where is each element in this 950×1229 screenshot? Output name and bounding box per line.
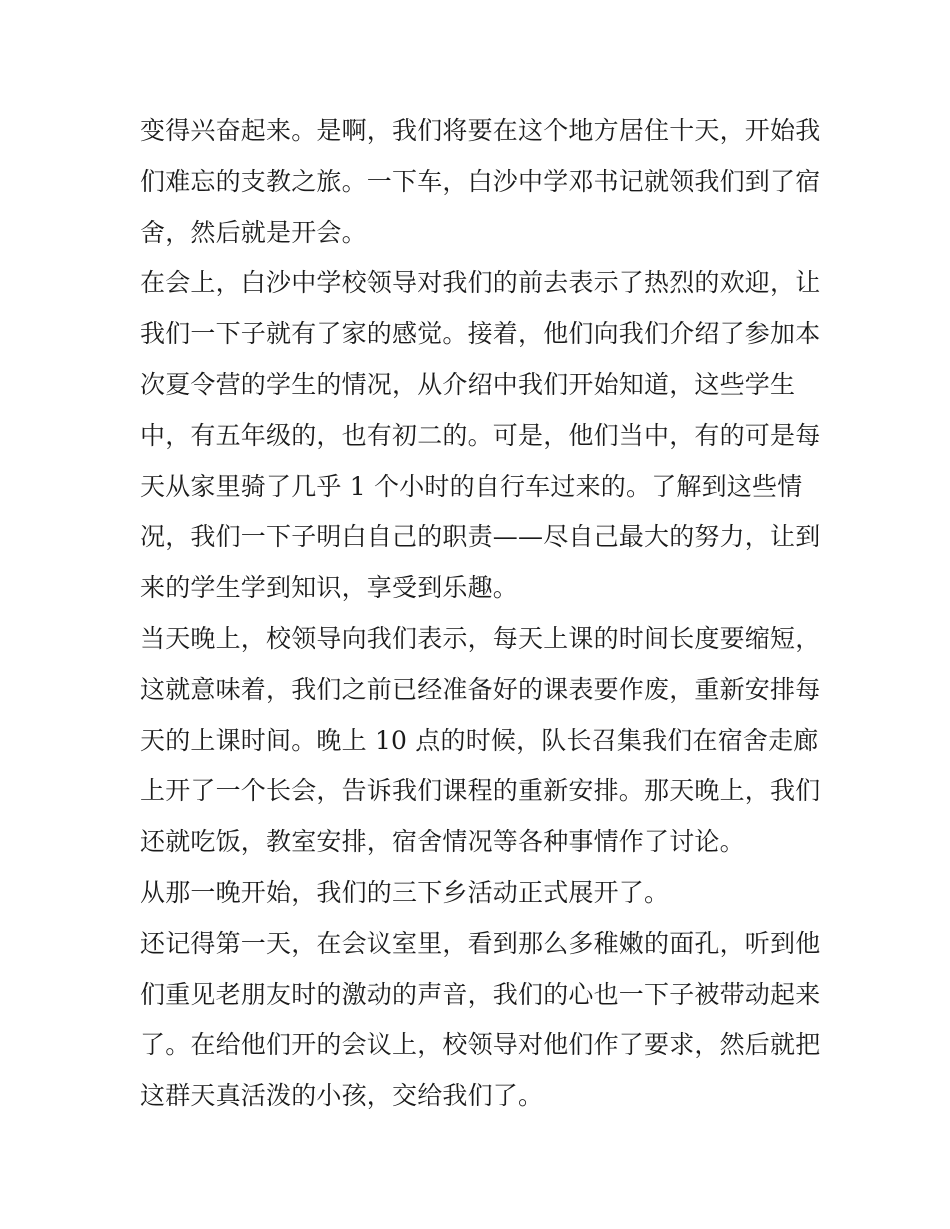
paragraph-start [140,868,820,919]
text-line: 当天晚上，校领导向我们表示，每天上课的时间长度要缩短， [140,623,821,653]
text-line: 还就吃饭，教室安排，宿舍情况等各种事情作了讨论。 [140,827,745,857]
text-line: 在会上，白沙中学校领导对我们的前去表示了热烈的欢迎，让 [140,268,821,298]
text-line: 舍，然后就是开会。 [140,217,367,247]
paragraph-arrival [140,106,820,258]
text-line: 变得兴奋起来。是啊，我们将要在这个地方居住十天，开始我 [140,116,821,145]
text-line: 上开了一个长会，告诉我们课程的重新安排。那天晚上，我们 [140,776,821,806]
text-line: 天从家里骑了几乎 1 个小时的自行车过来的。了解到这些情 [140,471,803,501]
text-line: 了。在给他们开的会议上，校领导对他们作了要求，然后就把 [140,1030,821,1060]
text-line: 从那一晚开始，我们的三下乡活动正式展开了。 [140,877,670,907]
text-line: 况，我们一下子明白自己的职责——尽自己最大的努力，让到 [140,522,821,552]
text-line: 来的学生学到知识，享受到乐趣。 [140,573,519,603]
text-line: 这群天真活泼的小孩，交给我们了。 [140,1081,544,1111]
text-line: 次夏令营的学生的情况，从介绍中我们开始知道，这些学生 [140,369,796,399]
document-body [140,106,820,1122]
text-line: 天的上课时间。晚上 10 点的时候，队长召集我们在宿舍走廊 [140,725,819,755]
text-line: 这就意味着，我们之前已经准备好的课表要作废，重新安排每 [140,674,821,704]
text-line: 我们一下子就有了家的感觉。接着，他们向我们介绍了参加本 [140,319,821,349]
text-line: 中，有五年级的，也有初二的。可是，他们当中，有的可是每 [140,420,821,450]
paragraph-schedule [140,614,820,868]
text-line: 们难忘的支教之旅。一下车，白沙中学邓书记就领我们到了宿 [140,166,821,196]
paragraph-meeting [140,258,820,614]
paragraph-first-day [140,919,820,1122]
text-line: 们重见老朋友时的激动的声音，我们的心也一下子被带动起来 [140,979,821,1009]
text-line: 还记得第一天，在会议室里，看到那么多稚嫩的面孔，听到他 [140,928,821,958]
